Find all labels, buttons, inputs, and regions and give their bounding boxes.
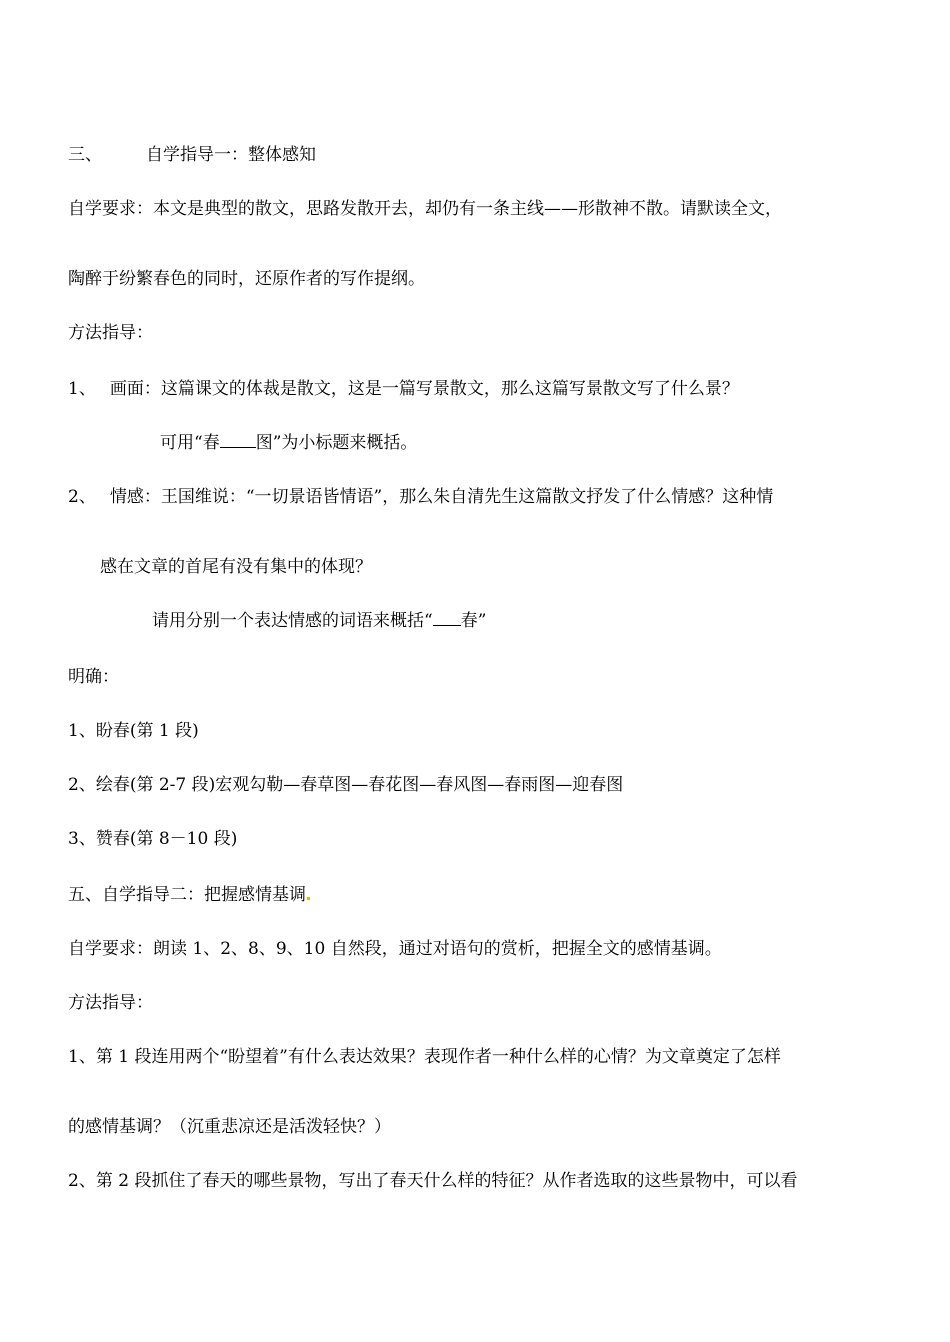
question-1-line-1: 1、第 1 段连用两个“盼望着”有什么表达效果？表现作者一种什么样的心情？为文章奠定了怎样 <box>68 1047 781 1067</box>
method-heading-1: 方法指导： <box>68 323 153 343</box>
annotation-mark <box>307 897 310 900</box>
method-1-text: 画面：这篇课文的体裁是散文，这是一篇写景散文，那么这篇写景散文写了什么景？ <box>109 379 739 399</box>
section-3-title: 自学指导一：整体感知 <box>146 145 316 165</box>
method-heading-2: 方法指导： <box>68 993 153 1013</box>
question-2-line-1: 2、第 2 段抓住了春天的哪些景物，写出了春天什么样的特征？从作者选取的这些景物中，可以看 <box>68 1171 798 1191</box>
method-2-hint-pre: 请用分别一个表达情感的词语来概括“ <box>152 611 433 631</box>
method-2-hint <box>152 610 486 632</box>
section-5-title: 五、自学指导二：把握感情基调 <box>68 885 306 905</box>
method-2-hint-post: 春” <box>460 611 487 631</box>
method-2-text-line-2: 感在文章的首尾有没有集中的体现？ <box>100 557 372 577</box>
method-1-number: 1、 <box>68 379 96 399</box>
method-1-hint-post: 图”为小标题来概括。 <box>255 433 418 453</box>
method-1-item <box>68 378 739 400</box>
method-2-number: 2、 <box>68 487 96 507</box>
method-2-item <box>68 486 773 508</box>
question-1-line-2: 的感情基调？（沉重悲凉还是活泼轻快？） <box>68 1117 391 1137</box>
clarification-item-2: 2、绘春(第 2-7 段)宏观勾勒—春草图—春花图—春风图—春雨图—迎春图 <box>68 775 624 795</box>
requirement-1-line-1: 自学要求：本文是典型的散文，思路发散开去，却仍有一条主线——形散神不散。请默读全文， <box>68 199 782 219</box>
requirement-1-line-2: 陶醉于纷繁春色的同时，还原作者的写作提纲。 <box>68 269 425 289</box>
section-3-number: 三、 <box>68 145 102 165</box>
clarification-item-1: 1、盼春(第 1 段) <box>68 721 199 741</box>
requirement-2: 自学要求：朗读 1、2、8、9、10 自然段，通过对语句的赏析，把握全文的感情基调。 <box>68 939 722 959</box>
fill-blank-1 <box>220 447 256 448</box>
section-5-heading <box>68 884 310 906</box>
clarification-heading: 明确： <box>68 667 119 687</box>
method-2-text-line-1: 情感：王国维说：“一切景语皆情语”，那么朱自清先生这篇散文抒发了什么情感？这种情 <box>109 487 774 507</box>
method-1-hint <box>160 432 417 454</box>
method-1-hint-pre: 可用“春 <box>160 433 220 453</box>
section-3-heading <box>68 144 316 166</box>
clarification-item-3: 3、赞春(第 8－10 段) <box>68 829 238 849</box>
fill-blank-2 <box>433 625 461 626</box>
